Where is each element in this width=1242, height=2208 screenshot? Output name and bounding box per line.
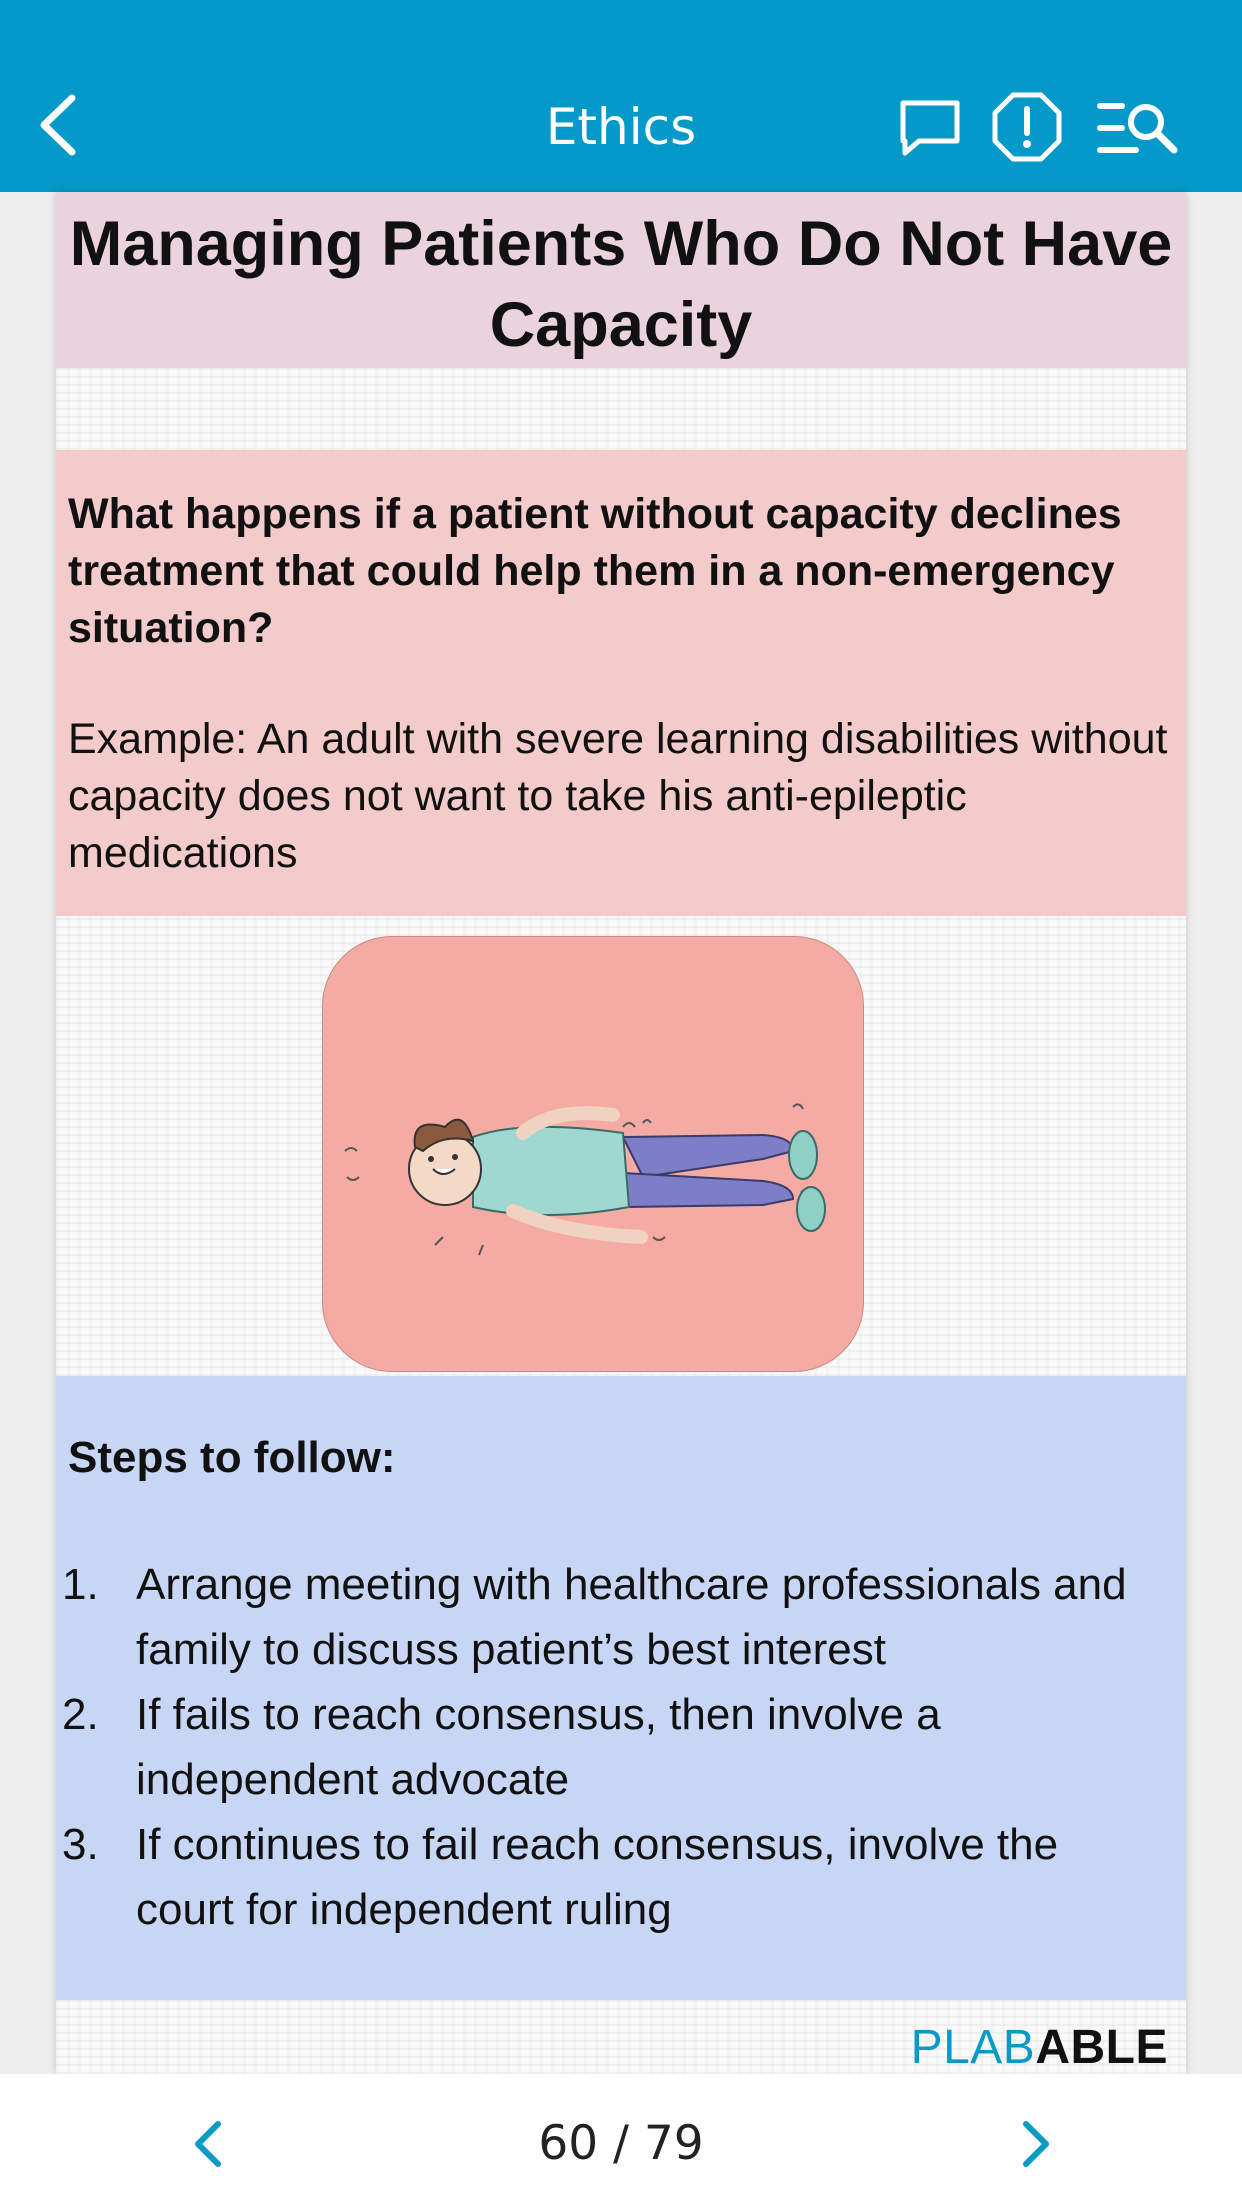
slide-title: Managing Patients Who Do Not Have Capacity bbox=[69, 209, 1173, 360]
next-page-button[interactable] bbox=[1004, 2114, 1064, 2174]
report-icon bbox=[991, 91, 1063, 163]
list-item bbox=[56, 1682, 1186, 1812]
page-indicator: 60 / 79 bbox=[538, 2116, 704, 2171]
watermark-band bbox=[56, 368, 1186, 450]
page-title: Ethics bbox=[545, 98, 697, 156]
pagination-bar bbox=[0, 2074, 1242, 2208]
steps-section bbox=[56, 1376, 1186, 2000]
step-text: Arrange meeting with healthcare professionals and family to discuss patient’s best interest bbox=[136, 1560, 1127, 1674]
report-button[interactable] bbox=[988, 88, 1066, 166]
patient-lying-illustration bbox=[323, 937, 863, 1371]
comment-button[interactable] bbox=[894, 92, 966, 164]
step-number: 1. bbox=[62, 1560, 99, 1609]
brand-logo-part2: ABLE bbox=[1035, 2021, 1168, 2074]
step-number: 3. bbox=[62, 1820, 99, 1869]
step-text: If fails to reach consensus, then involve a independent advocate bbox=[136, 1690, 941, 1804]
search-list-icon bbox=[1096, 98, 1182, 158]
brand-logo bbox=[911, 2022, 1168, 2074]
step-text: If continues to fail reach consensus, involve the court for independent ruling bbox=[136, 1820, 1059, 1934]
list-item bbox=[56, 1812, 1186, 1942]
list-item bbox=[56, 1552, 1186, 1682]
steps-heading: Steps to follow: bbox=[68, 1433, 396, 1482]
question-section bbox=[56, 450, 1186, 916]
slide-title-banner bbox=[56, 192, 1186, 368]
step-number: 2. bbox=[62, 1690, 99, 1739]
steps-list bbox=[56, 1552, 1186, 1942]
slide-card bbox=[56, 192, 1186, 2074]
brand-logo-part1: PLAB bbox=[910, 2021, 1036, 2074]
top-app-bar bbox=[0, 0, 1242, 192]
chevron-right-icon bbox=[1004, 2114, 1064, 2174]
seizure-illustration bbox=[322, 936, 864, 1372]
question-text: What happens if a patient without capacity declines treatment that could help them in a non-emergency situation? bbox=[68, 490, 1122, 652]
example-text: Example: An adult with severe learning disabilities without capacity does not want to take his anti-epileptic medications bbox=[68, 715, 1168, 877]
search-list-button[interactable] bbox=[1094, 92, 1184, 164]
comment-icon bbox=[897, 97, 963, 159]
